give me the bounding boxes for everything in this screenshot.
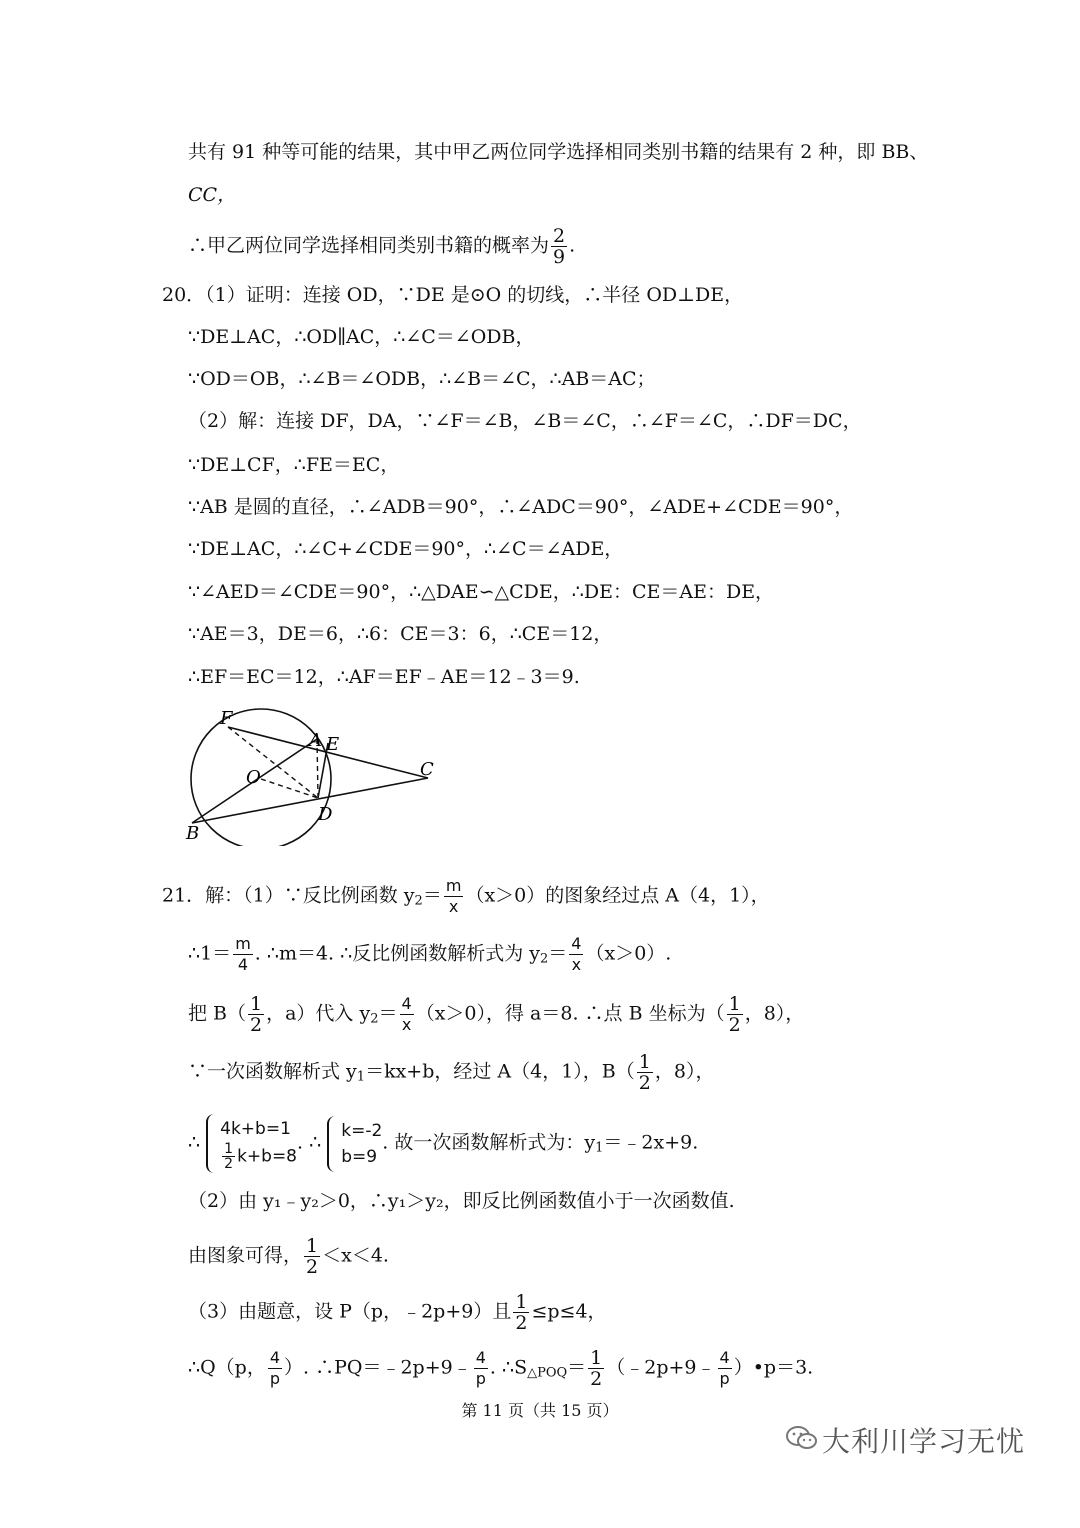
q21-line: ∵一次函数解析式 $y_1=kx+b$，经过 A（4，1），B（ $\frac{1}{2}$ ，8）， [188, 1051, 715, 1094]
watermark: 大利川学习无忧 [822, 1425, 1026, 1458]
q20-line: ∵OD＝OB，∴∠B＝∠ODB，∴∠B＝∠C，∴AB＝AC； [188, 368, 656, 390]
label-E: E [326, 734, 340, 755]
label-C: C [420, 759, 434, 780]
label-B: B [186, 823, 200, 844]
q21-line: ∴Q（p， $\frac{4}{p}$ ）. ∴PQ＝﹣2p+9﹣ $\frac{4}{p}$ . $\therefore S_{\triangle POQ}=$ $\frac{1}{2}$ （﹣2p+9﹣ $\frac{4}{p}$ ）•p＝3. [188, 1347, 814, 1390]
wechat-icon [785, 1424, 819, 1452]
equation-system: 4k+b=1 $\frac{1}{2}$ k+b=8 [206, 1116, 297, 1171]
text-line: ∴甲乙两位同学选择相同类别书籍的概率为 $\frac{2}{9}$ . [188, 225, 576, 268]
q20-line: ∵AE＝3，DE＝6，∴6：CE＝3：6，∴CE＝12， [188, 623, 613, 645]
label-D: D [318, 804, 333, 825]
q20-line: ∵DE⊥AC，∴∠C+∠CDE＝90°，∴∠C＝∠ADE， [188, 538, 624, 560]
text-line: 共有 91 种等可能的结果，其中甲乙两位同学选择相同类别书籍的结果有 2 种，即 BB、 [188, 141, 929, 163]
geometry-figure [178, 706, 448, 846]
q20-line: ∵AB 是圆的直径，∴∠ADB＝90°，∴∠ADC＝90°，∠ADE+∠CDE＝90°， [188, 496, 854, 518]
q20-line: ∵∠AED＝∠CDE＝90°，∴△DAE∽△CDE，∴DE：CE＝AE：DE， [188, 581, 775, 603]
fraction: $\frac{2}{9}$ [553, 225, 566, 268]
q20-line: ∵DE⊥AC，∴OD∥AC，∴∠C＝∠ODB， [188, 326, 535, 348]
q21-line: ∴1＝ $\frac{m}{4}$ . ∴m＝4. ∴反比例函数解析式为 $y_2=$ $\frac{4}{x}$ （x＞0）. [188, 934, 672, 974]
q21-line: 21．解：（1）∵反比例函数 $y_2=$ $\frac{m}{x}$ （x＞0）的图象经过点 A（4，1）， [162, 876, 770, 916]
page-footer: 第 11 页（共 15 页） [461, 1401, 619, 1420]
equation-system: k=-2 b=9 [327, 1118, 382, 1170]
q21-line: （3）由题意，设 P（p，﹣2p+9）且 $\frac{1}{2}$ ≤p≤4， [188, 1291, 607, 1334]
q21-line: ∴ 4k+b=1 $\frac{1}{2}$ k+b=8 . ∴ k=-2 b=9 . 故一次函数解析式为：$y_1=﹣2x+9$. [188, 1116, 698, 1171]
label-O: O [246, 767, 261, 788]
q21-line: 把 B（ $\frac{1}{2}$ ，a）代入 $y_2=$ $\frac{4}{x}$ （x＞0），得 a＝8. ∴点 B 坐标为（ $\frac{1}{2}$ ，8）， [188, 993, 805, 1036]
q20-line: ∵DE⊥CF，∴FE＝EC， [188, 454, 400, 476]
q21-line: （2）由 y₁﹣y₂＞0，∴y₁＞y₂，即反比例函数值小于一次函数值. [188, 1190, 735, 1212]
label-A: A [309, 730, 322, 751]
q20-line: ∴EF＝EC＝12，∴AF＝EF﹣AE＝12﹣3＝9. [188, 666, 580, 688]
label-F: F [220, 708, 233, 729]
text-line: CC， [188, 184, 237, 206]
q20-line: （2）解：连接 DF，DA，∵∠F＝∠B，∠B＝∠C，∴∠F＝∠C，∴DF＝DC， [188, 410, 862, 432]
q20-line: 20．（1）证明：连接 OD，∵DE 是⊙O 的切线，∴半径 OD⊥DE， [162, 284, 744, 306]
q21-line: 由图象可得， $\frac{1}{2}$ ＜x＜4. [188, 1235, 389, 1278]
